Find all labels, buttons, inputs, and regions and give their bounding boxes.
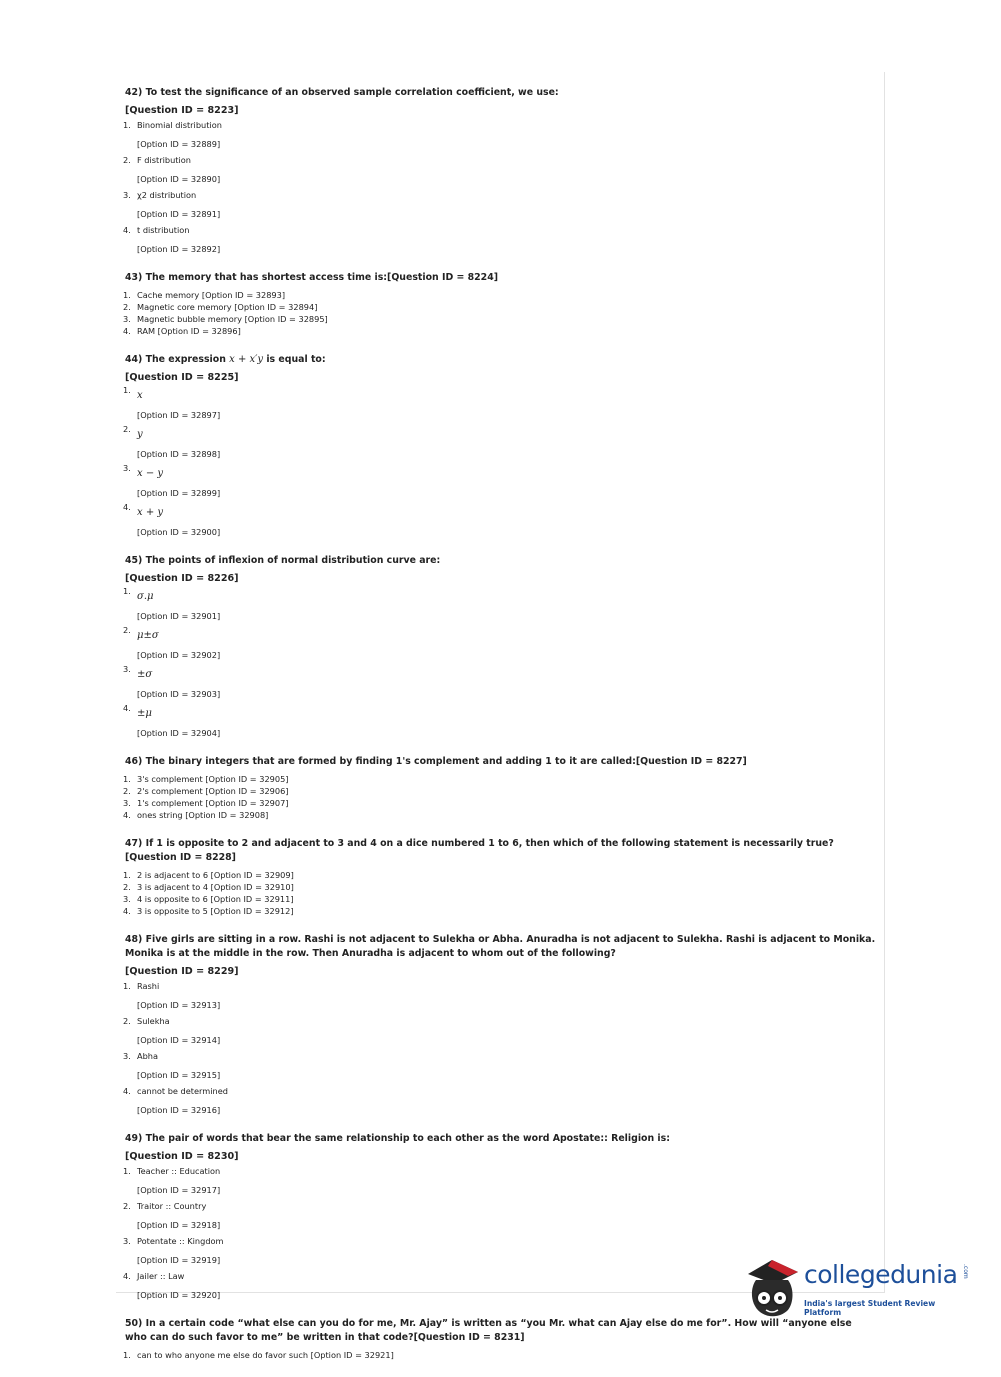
question-46	[123, 755, 878, 821]
option	[123, 189, 878, 220]
option	[123, 119, 878, 150]
option-text: Binomial distribution	[137, 120, 222, 130]
option	[123, 893, 878, 905]
option-id: [Option ID = 32914]	[137, 1035, 221, 1045]
option-number: 3.	[123, 664, 131, 674]
option-number: 2.	[123, 1016, 131, 1026]
option-number: 1.	[123, 120, 131, 130]
option	[123, 704, 878, 739]
option-id: [Option ID = 32891]	[137, 209, 221, 219]
option-text: Cache memory [Option ID = 32893]	[137, 290, 286, 300]
option-text: x − y	[137, 468, 164, 479]
option-id: [Option ID = 32919]	[137, 1255, 221, 1265]
option	[123, 1200, 878, 1231]
option	[123, 1165, 878, 1196]
option-number: 3.	[123, 314, 131, 324]
collegedunia-logo	[742, 1254, 972, 1324]
option-number: 1.	[123, 1166, 131, 1176]
option-id: [Option ID = 32918]	[137, 1220, 221, 1230]
option-text: ±σ	[137, 669, 153, 680]
option-number: 1.	[123, 774, 131, 784]
option-id: [Option ID = 32892]	[137, 244, 221, 254]
option-text: 1's complement [Option ID = 32907]	[137, 798, 289, 808]
option-text: ones string [Option ID = 32908]	[137, 810, 269, 820]
option-number: 1.	[123, 586, 131, 596]
logo-tagline: India's largest Student Review Platform	[804, 1299, 936, 1317]
option	[123, 785, 878, 797]
option-text: x + y	[137, 507, 164, 518]
question-43	[123, 271, 878, 337]
question-id: [Question ID = 8225]	[125, 372, 239, 383]
option-number: 3.	[123, 463, 131, 473]
option-number: 1.	[123, 1350, 131, 1360]
option-text: 2 is adjacent to 6 [Option ID = 32909]	[137, 870, 294, 880]
question-paper	[123, 86, 878, 1377]
option-id: [Option ID = 32904]	[137, 728, 221, 738]
option-number: 2.	[123, 302, 131, 312]
question-title: 47) If 1 is opposite to 2 and adjacent to 3 and 4 on a dice numbered 1 to 6, then which of the following statement is necessarily true?[Question ID = 8228]	[125, 838, 834, 863]
option-id: [Option ID = 32915]	[137, 1070, 221, 1080]
option-id: [Option ID = 32920]	[137, 1290, 221, 1300]
option	[123, 464, 878, 499]
option-id: [Option ID = 32903]	[137, 689, 221, 699]
question-title-end: is equal to:	[266, 354, 326, 365]
option-id: [Option ID = 32913]	[137, 1000, 221, 1010]
option-text: Rashi	[137, 981, 160, 991]
question-title: 43) The memory that has shortest access time is:[Question ID = 8224]	[125, 272, 498, 283]
option-text: cannot be determined	[137, 1086, 228, 1096]
question-id: [Question ID = 8230]	[125, 1151, 239, 1162]
option-text: χ2 distribution	[137, 190, 197, 200]
option-number: 2.	[123, 882, 131, 892]
option	[123, 386, 878, 421]
option-number: 1.	[123, 290, 131, 300]
question-id: [Question ID = 8229]	[125, 966, 239, 977]
question-42	[123, 86, 878, 255]
option-text: x	[137, 390, 143, 401]
option	[123, 301, 878, 313]
option-id: [Option ID = 32917]	[137, 1185, 221, 1195]
question-id: [Question ID = 8226]	[125, 573, 239, 584]
question-45	[123, 554, 878, 739]
question-title-start: 44) The expression	[125, 354, 226, 365]
mascot-icon	[742, 1254, 804, 1320]
option	[123, 1085, 878, 1116]
option	[123, 626, 878, 661]
option	[123, 154, 878, 185]
option	[123, 809, 878, 821]
option-text: μ±σ	[137, 630, 159, 641]
question-title	[125, 353, 878, 367]
option-number: 4.	[123, 502, 131, 512]
option-id: [Option ID = 32898]	[137, 449, 221, 459]
question-title: 42) To test the significance of an observed sample correlation coefficient, we use:	[125, 87, 559, 98]
option-id: [Option ID = 32890]	[137, 174, 221, 184]
option	[123, 869, 878, 881]
option-text: Traitor :: Country	[137, 1201, 207, 1211]
option-number: 4.	[123, 225, 131, 235]
option-id: [Option ID = 32899]	[137, 488, 221, 498]
option-number: 2.	[123, 424, 131, 434]
option-number: 2.	[123, 1201, 131, 1211]
question-title: 49) The pair of words that bear the same relationship to each other as the word Apostate:: Religion is:	[125, 1133, 670, 1144]
logo-suffix: .com	[962, 1264, 969, 1279]
question-title: 46) The binary integers that are formed by finding 1's complement and adding 1 to it are called:[Question ID = 8227]	[125, 756, 747, 767]
option-number: 1.	[123, 385, 131, 395]
question-48	[123, 933, 878, 1116]
question-47	[123, 837, 878, 917]
option-text: σ.μ	[137, 591, 154, 602]
option	[123, 797, 878, 809]
option-id: [Option ID = 32916]	[137, 1105, 221, 1115]
option-id: [Option ID = 32900]	[137, 527, 221, 537]
option	[123, 773, 878, 785]
option-id: [Option ID = 32889]	[137, 139, 221, 149]
option	[123, 587, 878, 622]
option	[123, 665, 878, 700]
option	[123, 503, 878, 538]
option-number: 3.	[123, 1236, 131, 1246]
option-text: Sulekha	[137, 1016, 170, 1026]
question-title: 45) The points of inflexion of normal distribution curve are:	[125, 555, 441, 566]
option	[123, 224, 878, 255]
option	[123, 1349, 863, 1361]
option-number: 3.	[123, 1051, 131, 1061]
option	[123, 881, 878, 893]
option-number: 2.	[123, 625, 131, 635]
option-text: Teacher :: Education	[137, 1166, 221, 1176]
option-text: Magnetic core memory [Option ID = 32894]	[137, 302, 318, 312]
option-text: RAM [Option ID = 32896]	[137, 326, 241, 336]
question-title: 48) Five girls are sitting in a row. Rashi is not adjacent to Sulekha or Abha. Anuradha is not adjacent to Sulekha. Rashi is adjacent to Monika. Monika is at the middle in the row. Then Anuradha is adjacent to whom out of the following?	[125, 934, 876, 959]
option	[123, 905, 878, 917]
option	[123, 1015, 878, 1046]
option-text: Potentate :: Kingdom	[137, 1236, 224, 1246]
question-id: [Question ID = 8223]	[125, 105, 239, 116]
option-number: 3.	[123, 798, 131, 808]
option-text: ±μ	[137, 708, 152, 719]
option-number: 4.	[123, 906, 131, 916]
option-text: 3 is adjacent to 4 [Option ID = 32910]	[137, 882, 294, 892]
option	[123, 289, 878, 301]
option-number: 4.	[123, 1271, 131, 1281]
question-title: 50) In a certain code “what else can you do for me, Mr. Ajay” is written as “you Mr. what can Ajay else do me for”. How will “anyone else who can do such favor to me” be written in that code?[Question ID = 8231]	[125, 1318, 852, 1343]
option-id: [Option ID = 32901]	[137, 611, 221, 621]
option-text: can to who anyone me else do favor such [Option ID = 32921]	[137, 1350, 394, 1360]
option-number: 4.	[123, 326, 131, 336]
option-text: 3 is opposite to 5 [Option ID = 32912]	[137, 906, 294, 916]
option-number: 4.	[123, 1086, 131, 1096]
option	[123, 1050, 878, 1081]
option-number: 1.	[123, 870, 131, 880]
option-id: [Option ID = 32897]	[137, 410, 221, 420]
option-text: F distribution	[137, 155, 191, 165]
option-text: Magnetic bubble memory [Option ID = 32895]	[137, 314, 328, 324]
option-text: y	[137, 429, 143, 440]
option-number: 4.	[123, 703, 131, 713]
option	[123, 325, 878, 337]
option-id: [Option ID = 32902]	[137, 650, 221, 660]
logo-wordmark: collegedunia	[804, 1260, 958, 1289]
option-number: 3.	[123, 190, 131, 200]
option-number: 3.	[123, 894, 131, 904]
option	[123, 313, 878, 325]
option-text: 2's complement [Option ID = 32906]	[137, 786, 289, 796]
option	[123, 425, 878, 460]
question-44	[123, 353, 878, 538]
expression: x + x′y	[229, 354, 264, 365]
option-text: t distribution	[137, 225, 190, 235]
option-text: 4 is opposite to 6 [Option ID = 32911]	[137, 894, 294, 904]
option-number: 4.	[123, 810, 131, 820]
option-number: 2.	[123, 155, 131, 165]
option-text: Jailer :: Law	[137, 1271, 185, 1281]
option-number: 1.	[123, 981, 131, 991]
option-text: 3's complement [Option ID = 32905]	[137, 774, 289, 784]
option-number: 2.	[123, 786, 131, 796]
option-text: Abha	[137, 1051, 159, 1061]
option	[123, 980, 878, 1011]
